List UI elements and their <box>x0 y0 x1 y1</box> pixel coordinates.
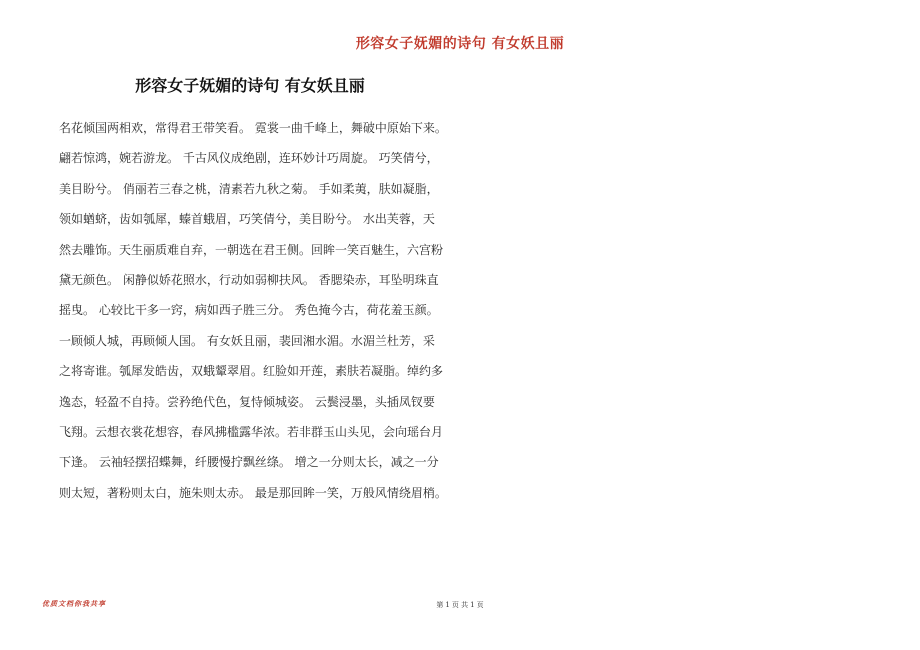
body-line: 美目盼兮。 俏丽若三春之桃，清素若九秋之菊。 手如柔荑，肤如凝脂， <box>59 181 439 196</box>
page-suffix: 页 <box>476 601 484 609</box>
page-prefix: 第 <box>436 601 444 609</box>
header-title: 形容女子妩媚的诗句 有女妖且丽 <box>355 36 565 52</box>
document-body <box>59 113 479 508</box>
body-line: 黛无颜色。 闲静似娇花照水，行动如弱柳扶风。 香腮染赤，耳坠明珠直 <box>59 272 439 287</box>
body-line: 摇曳。 心较比干多一窍，病如西子胜三分。 秀色掩今古，荷花羞玉颜。 <box>59 303 439 318</box>
body-line: 然去雕饰。天生丽质难自弃，一朝选在君王侧。回眸一笑百魅生，六宫粉 <box>59 242 444 257</box>
body-line: 领如蝤蛴，齿如瓠犀，螓首蛾眉，巧笑倩兮，美目盼兮。 水出芙蓉，天 <box>59 212 435 227</box>
footer-slogan: 优质文档你我共享 <box>42 599 106 608</box>
body-line: 翩若惊鸿，婉若游龙。 千古风仪成绝剧，连环妙计巧周旋。 巧笑倩兮， <box>59 151 439 166</box>
body-line: 之将寄谁。瓠犀发皓齿，双蛾颦翠眉。红脸如开莲，素肤若凝脂。绰约多 <box>59 364 444 379</box>
body-line: 逸态，轻盈不自持。尝矜绝代色，复恃倾城姿。 云鬓浸墨，头插凤钗要 <box>59 394 435 409</box>
body-line: 名花倾国两相欢，常得君王带笑看。 霓裳一曲千峰上，舞破中原始下来。 <box>59 121 447 135</box>
page-total: 1 <box>470 601 475 609</box>
page-number <box>0 600 920 610</box>
body-line: 则太短，著粉则太白，施朱则太赤。 最是那回眸一笑，万般风情绕眉梢。 <box>59 485 447 500</box>
body-line: 一顾倾人城，再顾倾人国。 有女妖且丽，裴回湘水湄。水湄兰杜芳，采 <box>59 333 435 348</box>
body-line: 飞翔。云想衣裳花想容，春风拂槛露华浓。若非群玉山头见，会向瑶台月 <box>59 424 444 439</box>
body-line: 下逢。 云袖轻摆招蝶舞，纤腰慢拧飘丝绦。 增之一分则太长，减之一分 <box>59 455 439 470</box>
document-title: 形容女子妩媚的诗句 有女妖且丽 <box>135 76 365 95</box>
page-mid: 页 共 <box>451 601 469 609</box>
page-current: 1 <box>445 601 450 609</box>
